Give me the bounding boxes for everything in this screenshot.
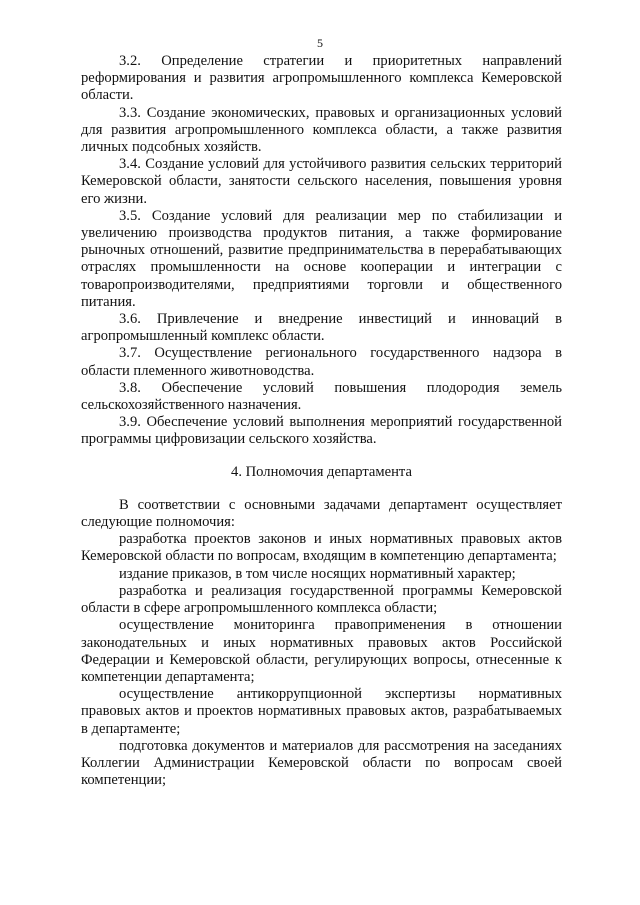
power-paragraph: разработка проектов законов и иных нормативных правовых актов Кемеровской области по вопросам, входящим в компетенцию департамента; [81,531,562,565]
document-body [81,53,562,789]
page-number: 5 [317,36,323,50]
task-paragraph: 3.4. Создание условий для устойчивого развития сельских территорий Кемеровской области, занятости сельского населения, повышения уровня его жизни. [81,156,562,207]
task-paragraph: 3.5. Создание условий для реализации мер по стабилизации и увеличению производства продуктов питания, а также формирование рыночных отношений, развитие предпринимательства в перерабатывающих отраслях промышленности на основе кооперации и интеграции с товаропроизводителями, предприятиями торговли и общественного питания. [81,207,562,310]
task-paragraph: 3.2. Определение стратегии и приоритетных направлений реформирования и развития агропромышленного комплекса Кемеровской области. [81,53,562,104]
task-paragraph: 3.6. Привлечение и внедрение инвестиций и инноваций в агропромышленный комплекс области. [81,311,562,345]
section-heading: 4. Полномочия департамента [231,463,412,480]
power-paragraph: подготовка документов и материалов для рассмотрения на заседаниях Коллегии Администрации Кемеровской области по вопросам своей компетенции; [81,737,562,789]
task-paragraph: 3.7. Осуществление регионального государственного надзора в области племенного животноводства. [81,345,562,379]
power-paragraph: осуществление мониторинга правоприменения в отношении законодательных и иных нормативных правовых актов Российской Федерации и Кемеровской области, регулирующих вопросы, отнесенные к компетенции департамента; [81,617,562,685]
task-paragraph: 3.9. Обеспечение условий выполнения мероприятий государственной программы цифровизации сельского хозяйства. [81,414,562,448]
task-paragraph: 3.8. Обеспечение условий повышения плодородия земель сельскохозяйственного назначения. [81,379,562,414]
power-paragraph: издание приказов, в том числе носящих нормативный характер; [119,565,516,582]
power-paragraph: разработка и реализация государственной программы Кемеровской области в сфере агропромышленного комплекса области; [81,582,562,617]
intro-paragraph: В соответствии с основными задачами департамент осуществляет следующие полномочия: [81,496,562,531]
task-paragraph: 3.3. Создание экономических, правовых и организационных условий для развития агропромышленного комплекса области, а также развития личных подсобных хозяйств. [81,104,562,156]
power-paragraph: осуществление антикоррупционной экспертизы нормативных правовых актов и проектов нормативных правовых актов, разрабатываемых в департаменте; [81,686,562,737]
